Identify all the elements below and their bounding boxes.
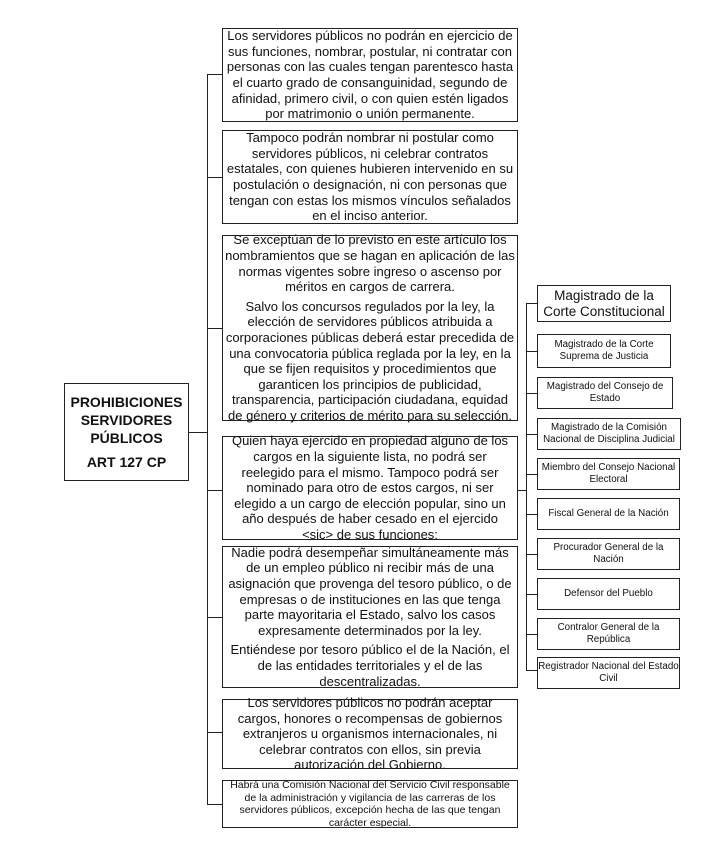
cargo-miembro-consejo-electoral bbox=[537, 458, 680, 490]
cargo-fiscal-general bbox=[537, 498, 680, 530]
cargo-label: Magistrado de la Corte Constitucional bbox=[543, 287, 665, 319]
branch-5 bbox=[207, 617, 222, 618]
branch-7 bbox=[207, 804, 222, 805]
cargo-branch-9 bbox=[526, 634, 537, 635]
cargo-magistrado-comision-disciplina bbox=[537, 418, 681, 450]
cargos-spine bbox=[526, 303, 527, 670]
cargo-branch-4 bbox=[526, 434, 537, 435]
rule-3-paragraph-1: Se exceptúan de lo previsto en este artículo los nombramientos que se hagan en aplicación de las normas vigentes sobre ingreso o ascenso por méritos en cargos de carrera. bbox=[225, 232, 515, 295]
cargo-branch-6 bbox=[526, 514, 537, 515]
cargo-magistrado-corte-suprema bbox=[537, 334, 671, 368]
root-title-line-2: SERVIDORES bbox=[80, 412, 173, 428]
cargo-magistrado-consejo-estado bbox=[537, 377, 673, 409]
cargo-label: Magistrado de la Corte Suprema de Justicia bbox=[554, 338, 654, 362]
cargo-defensor-pueblo bbox=[537, 578, 680, 610]
rule-2-paragraph-1: Tampoco podrán nombrar ni postular como servidores públicos, ni celebrar contratos estatales, con quienes hubieren intervenido en su postulación o designación, ni con personas que tengan con estas los mismos vínculos señalados en el inciso anterior. bbox=[226, 130, 514, 224]
cargo-branch-2 bbox=[526, 351, 537, 352]
cargo-label: Magistrado de la Comisión Nacional de Disciplina Judicial bbox=[543, 421, 675, 445]
rule-box-1 bbox=[222, 28, 518, 122]
rule-5-paragraph-1: Nadie podrá desempeñar simultáneamente más de un empleo público ni recibir más de una asignación que provenga del tesoro público, o de empresas o de instituciones en las que tenga parte mayoritaria el Estado, salvo los casos expresamente determinados por la ley. bbox=[228, 544, 512, 638]
rule-1-paragraph-1: Los servidores públicos no podrán en ejercicio de sus funciones, nombrar, postular, ni contratar con personas con las cuales tengan parentesco hasta el cuarto grado de consanguinidad, segundo de afinidad, primero civil, o con quien estén ligados por matrimonio o unión permanente. bbox=[226, 28, 514, 122]
cargo-branch-8 bbox=[526, 594, 537, 595]
root-connector bbox=[188, 432, 208, 433]
cargo-procurador-general bbox=[537, 538, 680, 570]
branch-3 bbox=[207, 328, 222, 329]
cargo-label: Defensor del Pueblo bbox=[564, 587, 653, 599]
root-article: ART 127 CP bbox=[86, 454, 167, 470]
cargo-label: Magistrado del Consejo de Estado bbox=[546, 380, 664, 404]
rule-3-paragraph-2: Salvo los concursos regulados por la ley, la elección de servidores públicos atribuida a corporaciones públicas deberá estar precedida de una convocatoria pública reglada por la ley, en la que se fijen requisitos y procedimientos que garanticen los principios de publicidad, transparencia, participación ciudadana, equidad de género y criterios de mérito para su selección. bbox=[225, 298, 515, 423]
rule-box-7 bbox=[222, 780, 518, 828]
branch-6 bbox=[207, 732, 222, 733]
cargo-branch-7 bbox=[526, 554, 537, 555]
root-node bbox=[64, 383, 189, 481]
root-title-line-3: PÚBLICOS bbox=[90, 430, 163, 446]
rule-box-5 bbox=[222, 546, 518, 688]
list-connector bbox=[517, 490, 526, 491]
rule-4-paragraph-1: Quien haya ejercido en propiedad alguno de los cargos en la siguiente lista, no podrá ser reelegido para el mismo. Tampoco podrá ser nominado para otro de estos cargos, ni ser elegido a un cargo de elección popular, sino un año después de haber cesado en el ejercido <sic> de sus funciones: bbox=[231, 433, 509, 542]
cargo-contralor-general bbox=[537, 618, 680, 650]
rule-box-4 bbox=[222, 433, 518, 542]
cargo-label: Miembro del Consejo Nacional Electoral bbox=[541, 461, 676, 485]
branch-1 bbox=[207, 74, 222, 75]
cargo-branch-1 bbox=[526, 303, 537, 304]
cargo-branch-10 bbox=[526, 670, 537, 671]
cargo-magistrado-corte-constitucional bbox=[537, 285, 671, 322]
cargo-label: Fiscal General de la Nación bbox=[548, 507, 669, 519]
branch-2 bbox=[207, 177, 222, 178]
rule-6-paragraph-1: Los servidores públicos no podrán aceptar cargos, honores o recompensas de gobiernos extranjeros u organismos internacionales, ni celebrar contratos con ellos, sin previa autorización del Gobierno. bbox=[237, 695, 503, 773]
rule-box-3 bbox=[222, 232, 518, 423]
rule-7-paragraph-1: Habrá una Comisión Nacional del Servicio Civil responsable de la administración y vigilancia de las carreras de los servidores públicos, excepción hecha de las que tengan carácter especial. bbox=[230, 779, 510, 829]
root-title-line-1: PROHIBICIONES bbox=[70, 394, 183, 410]
rule-box-2 bbox=[222, 130, 518, 224]
cargo-branch-3 bbox=[526, 393, 537, 394]
cargo-branch-5 bbox=[526, 474, 537, 475]
cargo-label: Procurador General de la Nación bbox=[553, 541, 664, 565]
rule-box-6 bbox=[222, 695, 518, 773]
main-spine bbox=[207, 74, 208, 804]
cargo-label: Registrador Nacional del Estado Civil bbox=[538, 660, 679, 684]
branch-4 bbox=[207, 490, 222, 491]
rule-5-paragraph-2: Entiéndese por tesoro público el de la Nación, el de las entidades territoriales y el de las descentralizadas. bbox=[230, 642, 510, 689]
cargo-label: Contralor General de la República bbox=[557, 621, 660, 645]
cargo-registrador-nacional bbox=[537, 657, 680, 689]
